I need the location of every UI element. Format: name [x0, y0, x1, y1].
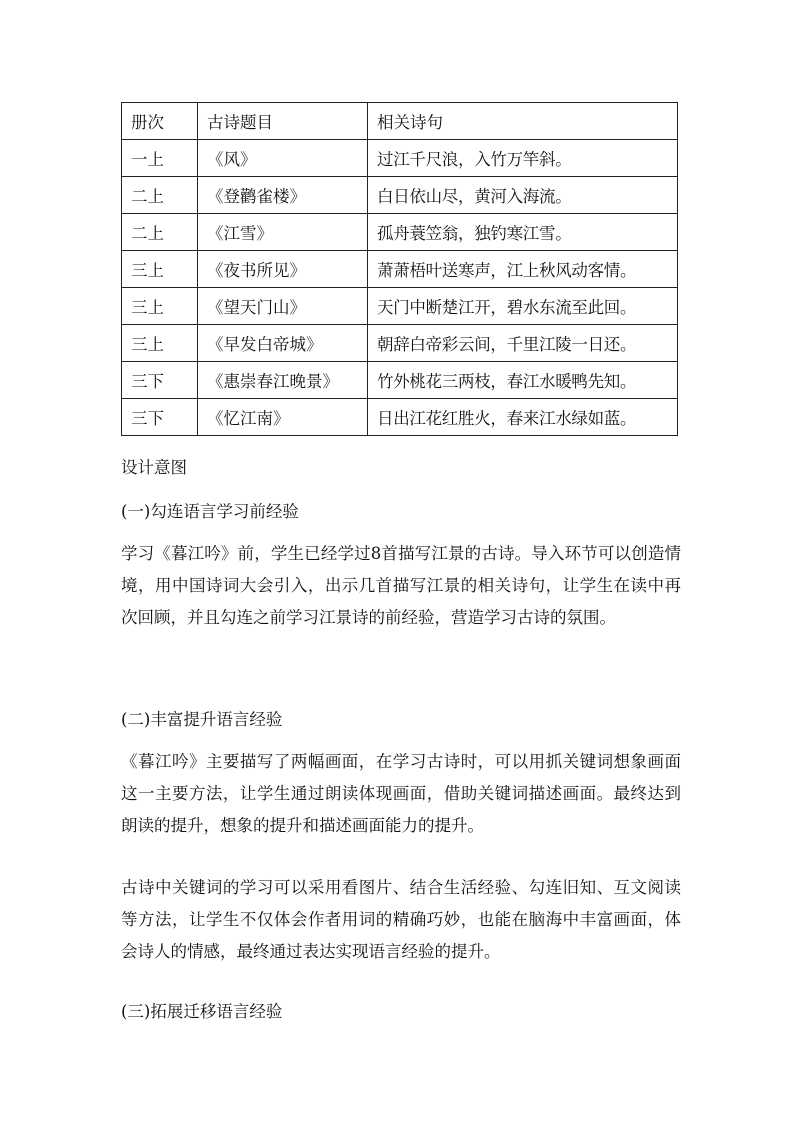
- table-row: [122, 177, 678, 214]
- poem-table: [121, 102, 678, 436]
- cell-poem-title: 《惠崇春江晚景》: [198, 362, 368, 399]
- section-heading-2: (二)丰富提升语言经验: [121, 710, 283, 729]
- table-row: [122, 325, 678, 362]
- cell-related-lines: 萧萧梧叶送寒声，江上秋风动客情。: [368, 251, 678, 288]
- header-poem-title: 古诗题目: [198, 103, 368, 140]
- cell-poem-title: 《夜书所见》: [198, 251, 368, 288]
- cell-related-lines: 过江千尺浪，入竹万竿斜。: [368, 140, 678, 177]
- cell-poem-title: 《望天门山》: [198, 288, 368, 325]
- section-title: 设计意图: [121, 458, 187, 477]
- table-header-row: [122, 103, 678, 140]
- cell-related-lines: 白日依山尽，黄河入海流。: [368, 177, 678, 214]
- table-row: [122, 288, 678, 325]
- cell-volume: 三上: [122, 288, 198, 325]
- table-row: [122, 214, 678, 251]
- cell-poem-title: 《登鹳雀楼》: [198, 177, 368, 214]
- cell-volume: 三下: [122, 399, 198, 436]
- paragraph-1: 学习《暮江吟》前，学生已经学过8首描写江景的古诗。导入环节可以创造情境，用中国诗词大会引入，出示几首描写江景的相关诗句，让学生在读中再次回顾，并且勾连之前学习江景诗的前经验，营造学习古诗的氛围。: [121, 544, 681, 627]
- cell-volume: 二上: [122, 177, 198, 214]
- cell-volume: 一上: [122, 140, 198, 177]
- table-row: [122, 140, 678, 177]
- section-heading-1: (一)勾连语言学习前经验: [121, 502, 299, 521]
- table-row: [122, 399, 678, 436]
- cell-related-lines: 朝辞白帝彩云间，千里江陵一日还。: [368, 325, 678, 362]
- cell-volume: 三下: [122, 362, 198, 399]
- section-heading-3: (三)拓展迁移语言经验: [121, 1002, 283, 1021]
- cell-related-lines: 竹外桃花三两枝，春江水暖鸭先知。: [368, 362, 678, 399]
- paragraph-2: 《暮江吟》主要描写了两幅画面，在学习古诗时，可以用抓关键词想象画面这一主要方法，让学生通过朗读体现画面，借助关键词描述画面。最终达到朗读的提升，想象的提升和描述画面能力的提升。: [121, 752, 681, 835]
- paragraph-3: 古诗中关键词的学习可以采用看图片、结合生活经验、勾连旧知、互文阅读等方法，让学生不仅体会作者用词的精确巧妙，也能在脑海中丰富画面，体会诗人的情感，最终通过表达实现语言经验的提升。: [121, 878, 681, 961]
- cell-volume: 二上: [122, 214, 198, 251]
- cell-volume: 三上: [122, 325, 198, 362]
- cell-poem-title: 《江雪》: [198, 214, 368, 251]
- cell-poem-title: 《早发白帝城》: [198, 325, 368, 362]
- table-row: [122, 251, 678, 288]
- cell-related-lines: 孤舟蓑笠翁，独钓寒江雪。: [368, 214, 678, 251]
- header-volume: 册次: [122, 103, 198, 140]
- cell-poem-title: 《忆江南》: [198, 399, 368, 436]
- table-row: [122, 362, 678, 399]
- cell-related-lines: 日出江花红胜火，春来江水绿如蓝。: [368, 399, 678, 436]
- cell-volume: 三上: [122, 251, 198, 288]
- header-related-lines: 相关诗句: [368, 103, 678, 140]
- cell-related-lines: 天门中断楚江开，碧水东流至此回。: [368, 288, 678, 325]
- cell-poem-title: 《风》: [198, 140, 368, 177]
